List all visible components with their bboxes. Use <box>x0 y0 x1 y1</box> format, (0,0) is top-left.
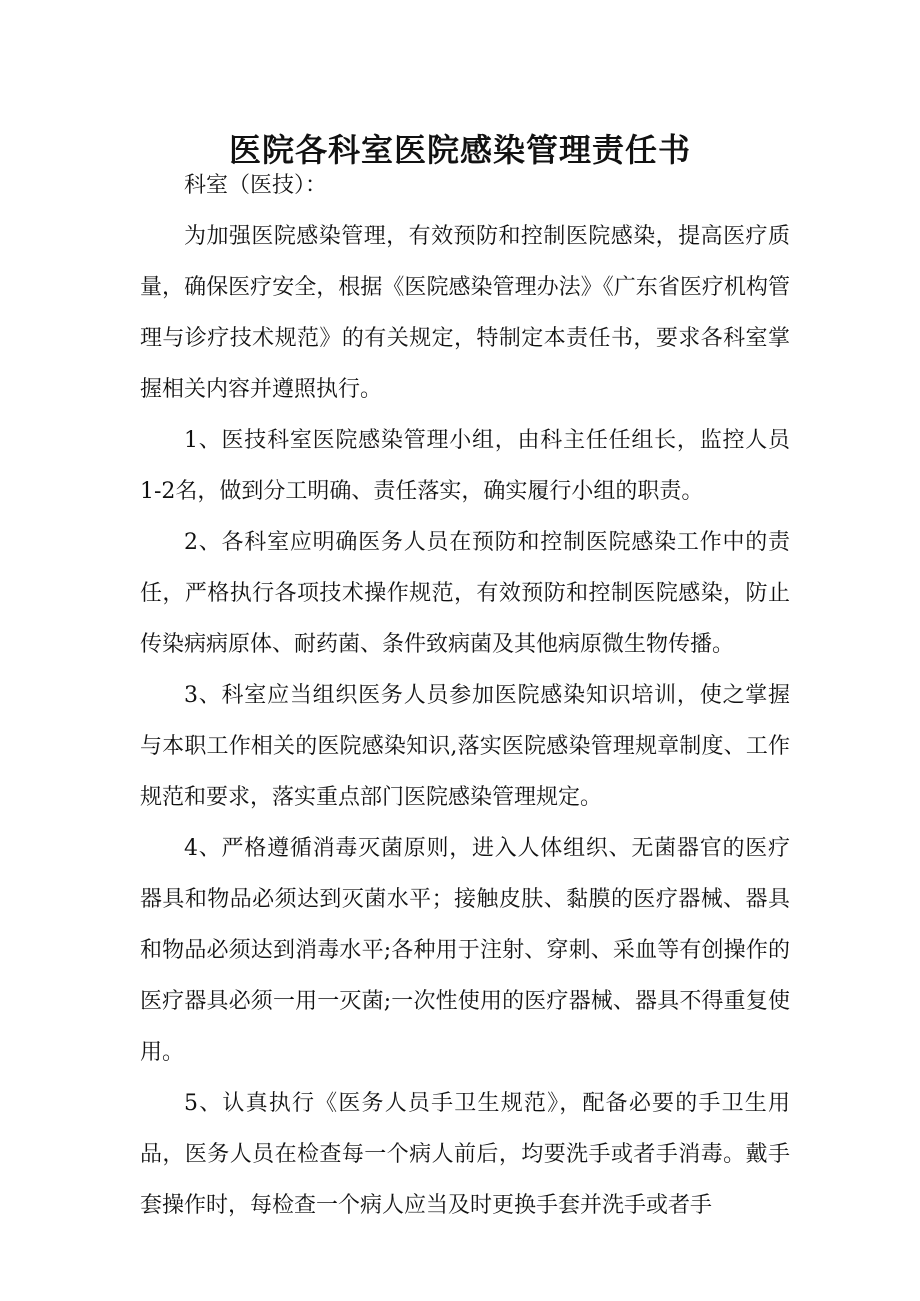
paragraph-1: 1、医技科室医院感染管理小组，由科主任任组长，监控人员1-2名，做到分工明确、责任落实，确实履行小组的职责。 <box>140 428 790 504</box>
document-body <box>140 160 790 1231</box>
paragraph-3: 3、科室应当组织医务人员参加医院感染知识培训，使之掌握与本职工作相关的医院感染知识,落实医院感染管理规章制度、工作规范和要求，落实重点部门医院感染管理规定。 <box>140 683 790 810</box>
paragraph-intro: 为加强医院感染管理，有效预防和控制医院感染，提高医疗质量，确保医疗安全，根据《医院感染管理办法》《广东省医疗机构管理与诊疗技术规范》的有关规定，特制定本责任书，要求各科室掌握相关内容并遵照执行。 <box>140 224 790 402</box>
paragraph-5: 5、认真执行《医务人员手卫生规范》，配备必要的手卫生用品，医务人员在检查每一个病人前后，均要洗手或者手消毒。戴手套操作时，每检查一个病人应当及时更换手套并洗手或者手 <box>140 1091 790 1218</box>
paragraph-4: 4、严格遵循消毒灭菌原则，进入人体组织、无菌器官的医疗器具和物品必须达到灭菌水平；接触皮肤、黏膜的医疗器械、器具和物品必须达到消毒水平;各种用于注射、穿刺、采血等有创操作的医疗器具必须一用一灭菌;一次性使用的医疗器械、器具不得重复使用。 <box>140 836 790 1065</box>
salutation: 科室（医技）： <box>184 173 328 198</box>
paragraph-2: 2、各科室应明确医务人员在预防和控制医院感染工作中的责任，严格执行各项技术操作规范，有效预防和控制医院感染，防止传染病病原体、耐药菌、条件致病菌及其他病原微生物传播。 <box>140 530 790 657</box>
document-title: 医院各科室医院感染管理责任书 <box>228 131 691 170</box>
